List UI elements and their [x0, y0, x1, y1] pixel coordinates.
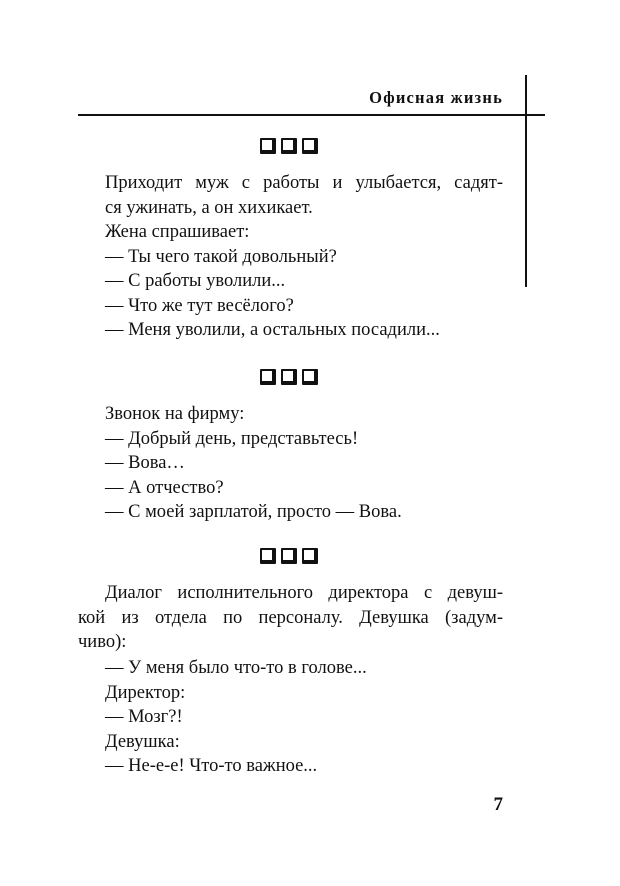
separator-box-icon	[302, 138, 318, 154]
joke-1-line: Жена спрашивает:	[105, 222, 250, 242]
joke-1-line: — Меня уволили, а остальных посадили...	[105, 320, 440, 340]
header-rule-vertical	[525, 75, 527, 287]
separator-box-icon	[281, 548, 297, 564]
joke-2-line: — А отчество?	[105, 477, 224, 498]
separator-box-icon	[260, 138, 276, 154]
joke-1-line: — Что же тут весёлого?	[105, 295, 294, 316]
joke-1-line: — С работы уволили...	[105, 271, 286, 291]
joke-1-line: — Ты чего такой довольный?	[105, 246, 337, 267]
joke-3-line: Директор:	[105, 682, 186, 703]
joke-3-line: — У меня было что-то в голове...	[105, 658, 367, 678]
joke-3-intro-line-2: кой из отдела по персоналу. Девушка (задум-	[78, 607, 503, 628]
joke-2-line: — Добрый день, представьтесь!	[105, 428, 359, 449]
section-separator	[260, 138, 322, 154]
running-head-title: Офисная жизнь	[369, 88, 503, 107]
joke-3-line: Девушка:	[105, 731, 180, 752]
separator-box-icon	[260, 369, 276, 385]
joke-2-line: — С моей зарплатой, просто — Вова.	[105, 502, 402, 522]
joke-3-line: — Не-е-е! Что-то важное...	[105, 756, 318, 776]
section-separator	[260, 548, 322, 564]
joke-2-line: — Вова…	[105, 453, 185, 473]
separator-box-icon	[302, 548, 318, 564]
joke-1-intro-line-2: ся ужинать, а он хихикает.	[105, 197, 313, 218]
joke-3-intro-line-3: чиво):	[78, 632, 127, 652]
separator-box-icon	[281, 138, 297, 154]
separator-box-icon	[281, 369, 297, 385]
separator-box-icon	[302, 369, 318, 385]
joke-2-line: Звонок на фирму:	[105, 404, 245, 424]
joke-3-intro-line-1: Диалог исполнительного директора с девуш-	[105, 583, 503, 603]
header-rule-horizontal	[78, 114, 545, 116]
separator-box-icon	[260, 548, 276, 564]
page-number: 7	[493, 794, 503, 815]
joke-1-intro-line-1: Приходит муж с работы и улыбается, садят-	[105, 173, 503, 193]
section-separator	[260, 369, 322, 385]
joke-3-line: — Мозг?!	[105, 707, 183, 727]
